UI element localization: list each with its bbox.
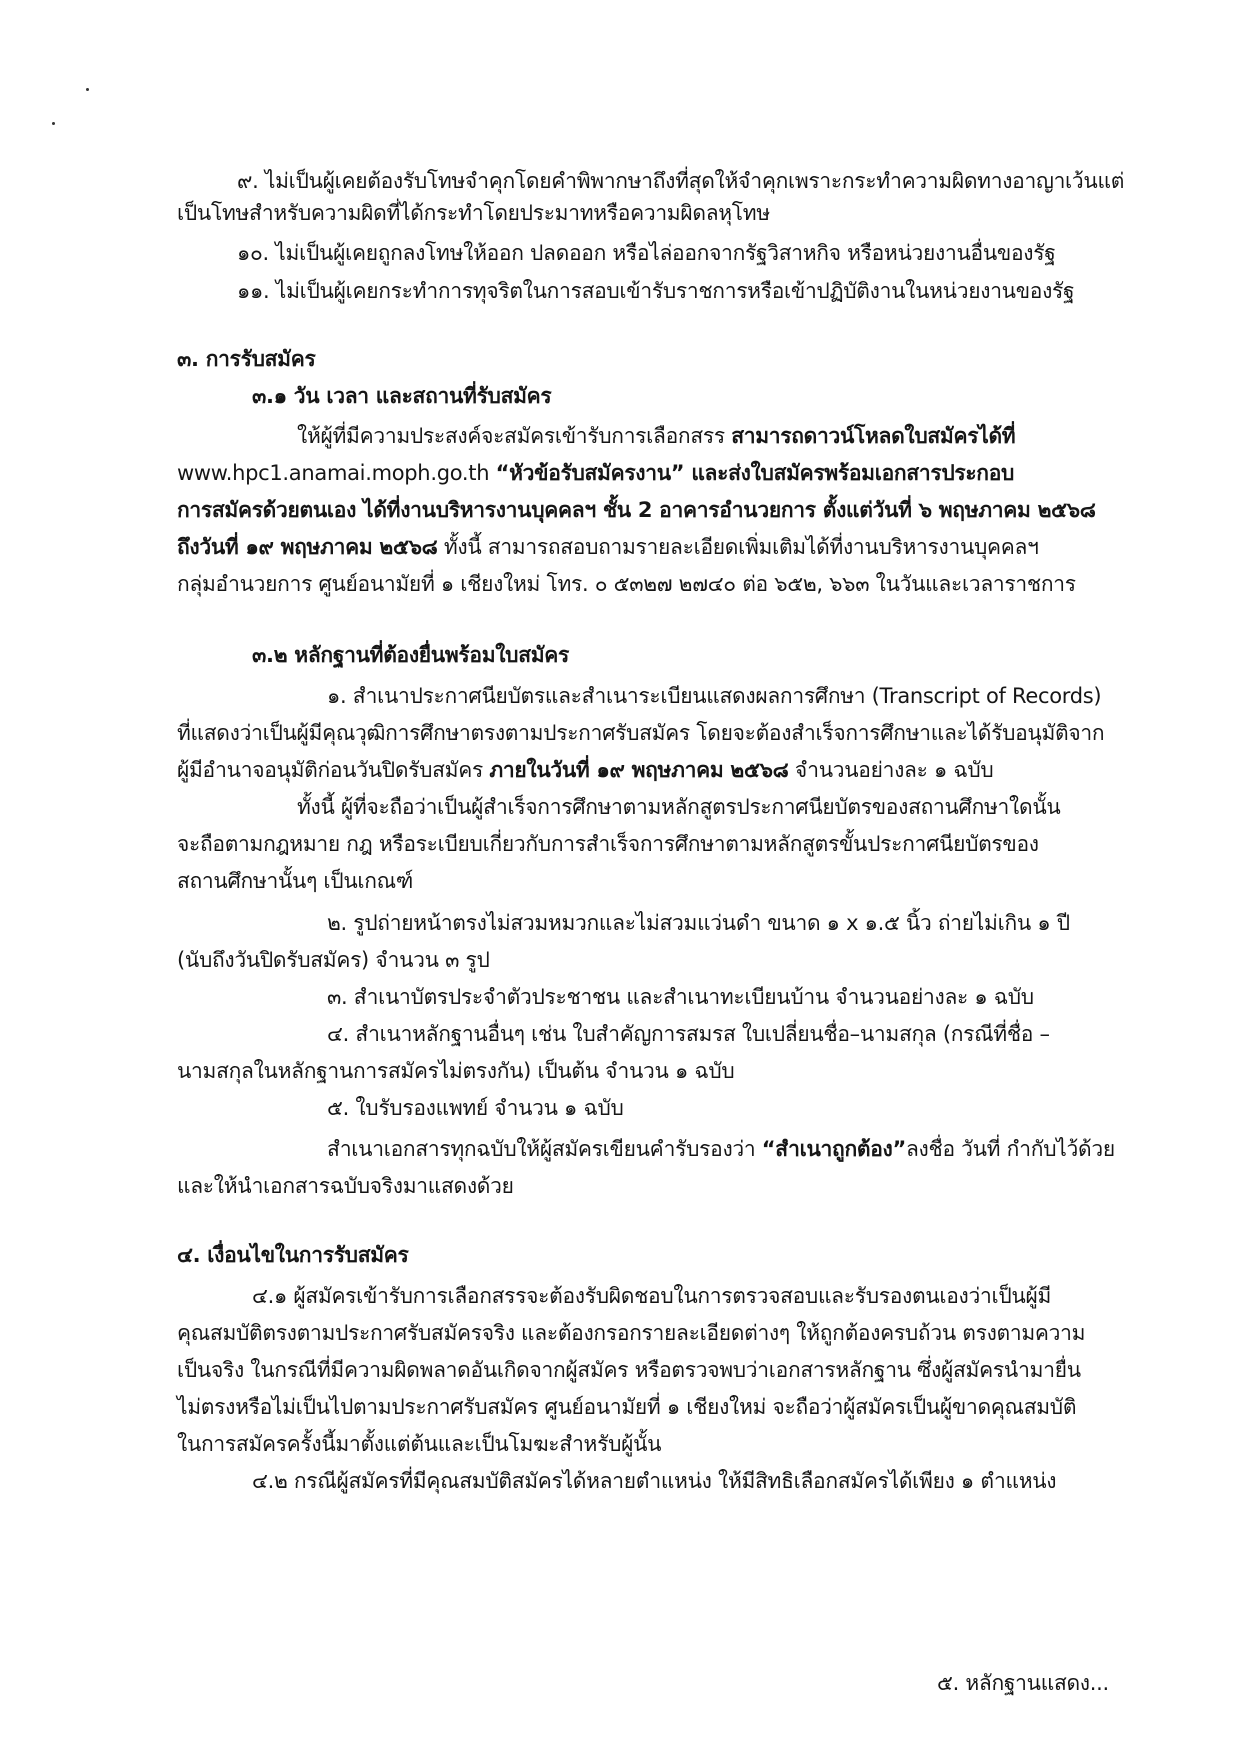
certify-line-1	[327, 1134, 1115, 1164]
s41-line-3: เป็นจริง ในกรณีที่มีความผิดพลาดอันเกิดจากผู้สมัคร หรือตรวจพบว่าเอกสารหลักฐาน ซึ่งผู้สมัครนำมายื่น	[177, 1358, 1081, 1382]
doc-1-line-3-a: ผู้มีอำนาจอนุมัติก่อนวันปิดรับสมัคร	[177, 758, 490, 782]
doc-2-line-1: ๒. รูปถ่ายหน้าตรงไม่สวมหมวกและไม่สวมแว่นดำ ขนาด ๑ x ๑.๕ นิ้ว ถ่ายไม่เกิน ๑ ปี	[327, 911, 1070, 935]
s31-line-1-b: สามารถดาวน์โหลดใบสมัครได้ที่	[731, 424, 1016, 448]
section-3-title: ๓. การรับสมัคร	[177, 347, 316, 371]
s41-line-1: ๔.๑ ผู้สมัครเข้ารับการเลือกสรรจะต้องรับผิดชอบในการตรวจสอบและรับรองตนเองว่าเป็นผู้มี	[252, 1284, 1052, 1308]
doc-1-line-2: ที่แสดงว่าเป็นผู้มีคุณวุฒิการศึกษาตรงตามประกาศรับสมัคร โดยจะต้องสำเร็จการศึกษาและได้รับอนุมัติจาก	[177, 721, 1105, 745]
s31-line-3: การสมัครด้วยตนเอง ได้ที่งานบริหารงานบุคคลฯ ชั้น 2 อาคารอำนวยการ ตั้งแต่วันที่ ๖ พฤษภาคม ๒๕๖๘	[177, 498, 1096, 522]
doc-4-line-1: ๔. สำเนาหลักฐานอื่นๆ เช่น ใบสำคัญการสมรส ใบเปลี่ยนชื่อ–นามสกุล (กรณีที่ชื่อ –	[327, 1022, 1050, 1046]
section-3-1-title: ๓.๑ วัน เวลา และสถานที่รับสมัคร	[252, 384, 552, 408]
doc-1-line-3-c: จำนวนอย่างละ ๑ ฉบับ	[788, 758, 994, 782]
item-9-line-2: เป็นโทษสำหรับความผิดที่ได้กระทำโดยประมาทหรือความผิดลหุโทษ	[177, 201, 770, 225]
doc-1-line-5: จะถือตามกฎหมาย กฎ หรือระเบียบเกี่ยวกับการสำเร็จการศึกษาตามหลักสูตรขั้นประกาศนียบัตรของ	[177, 832, 1039, 856]
s31-line-4	[177, 532, 1039, 562]
s31-line-4-a: ถึงวันที่ ๑๙ พฤษภาคม ๒๕๖๘	[177, 535, 438, 559]
section-4-title: ๔. เงื่อนไขในการรับสมัคร	[177, 1243, 409, 1267]
doc-1-line-1: ๑. สำเนาประกาศนียบัตรและสำเนาระเบียนแสดงผลการศึกษา (Transcript of Records)	[327, 684, 1102, 708]
certify-line-2: และให้นำเอกสารฉบับจริงมาแสดงด้วย	[177, 1174, 514, 1198]
s31-line-1	[297, 421, 1015, 451]
doc-1-line-6: สถานศึกษานั้นๆ เป็นเกณฑ์	[177, 869, 413, 893]
certify-line-1-c: ลงชื่อ วันที่ กำกับไว้ด้วย	[905, 1137, 1115, 1161]
s31-line-1-a: ให้ผู้ที่มีความประสงค์จะสมัครเข้ารับการเลือกสรร	[297, 424, 732, 448]
item-9-line-1: ๙. ไม่เป็นผู้เคยต้องรับโทษจำคุกโดยคำพิพากษาถึงที่สุดให้จำคุกเพราะกระทำความผิดทางอาญาเว้นแต่	[237, 169, 1125, 193]
scan-speck	[52, 122, 55, 125]
s41-line-5: ในการสมัครครั้งนี้มาตั้งแต่ต้นและเป็นโมฆะสำหรับผู้นั้น	[177, 1432, 662, 1456]
doc-1-deadline: ภายในวันที่ ๑๙ พฤษภาคม ๒๕๖๘	[489, 758, 789, 782]
continued-footer: ๕. หลักฐานแสดง...	[937, 1671, 1109, 1695]
certify-phrase: “สำเนาถูกต้อง”	[761, 1137, 906, 1161]
website-url: www.hpc1.anamai.moph.go.th	[177, 461, 496, 485]
doc-4-line-2: นามสกุลในหลักฐานการสมัครไม่ตรงกัน) เป็นต้น จำนวน ๑ ฉบับ	[177, 1059, 735, 1083]
item-11: ๑๑. ไม่เป็นผู้เคยกระทำการทุจริตในการสอบเข้ารับราชการหรือเข้าปฏิบัติงานในหน่วยงานของรัฐ	[237, 279, 1075, 303]
item-10: ๑๐. ไม่เป็นผู้เคยถูกลงโทษให้ออก ปลดออก หรือไล่ออกจากรัฐวิสาหกิจ หรือหน่วยงานอื่นของรัฐ	[237, 241, 1056, 265]
section-3-2-title: ๓.๒ หลักฐานที่ต้องยื่นพร้อมใบสมัคร	[252, 643, 570, 667]
doc-1-line-3	[177, 755, 993, 785]
doc-1-line-4: ทั้งนี้ ผู้ที่จะถือว่าเป็นผู้สำเร็จการศึกษาตามหลักสูตรประกาศนียบัตรของสถานศึกษาใดนั้น	[297, 795, 1061, 819]
certify-line-1-a: สำเนาเอกสารทุกฉบับให้ผู้สมัครเขียนคำรับรองว่า	[327, 1137, 762, 1161]
s31-line-4-b: ทั้งนี้ สามารถสอบถามรายละเอียดเพิ่มเติมได้ที่งานบริหารงานบุคคลฯ	[437, 535, 1039, 559]
s41-line-2: คุณสมบัติตรงตามประกาศรับสมัครจริง และต้องกรอกรายละเอียดต่างๆ ให้ถูกต้องครบถ้วน ตรงตามความ	[177, 1321, 1086, 1345]
s41-line-4: ไม่ตรงหรือไม่เป็นไปตามประกาศรับสมัคร ศูนย์อนามัยที่ ๑ เชียงใหม่ จะถือว่าผู้สมัครเป็นผู้ขาดคุณสมบัติ	[177, 1395, 1077, 1419]
scan-speck	[86, 88, 89, 91]
s31-line-5: กลุ่มอำนวยการ ศูนย์อนามัยที่ ๑ เชียงใหม่ โทร. ๐ ๕๓๒๗ ๒๗๔๐ ต่อ ๖๕๒, ๖๖๓ ในวันและเวลาราชการ	[177, 572, 1076, 596]
s31-line-2	[177, 458, 1014, 488]
s42: ๔.๒ กรณีผู้สมัครที่มีคุณสมบัติสมัครได้หลายตำแหน่ง ให้มีสิทธิเลือกสมัครได้เพียง ๑ ตำแหน่ง	[252, 1469, 1057, 1493]
s31-line-2-b: “หัวข้อรับสมัครงาน” และส่งใบสมัครพร้อมเอกสารประกอบ	[495, 461, 1015, 485]
doc-3: ๓. สำเนาบัตรประจำตัวประชาชน และสำเนาทะเบียนบ้าน จำนวนอย่างละ ๑ ฉบับ	[327, 985, 1034, 1009]
doc-2-line-2: (นับถึงวันปิดรับสมัคร) จำนวน ๓ รูป	[177, 948, 490, 972]
doc-5: ๕. ใบรับรองแพทย์ จำนวน ๑ ฉบับ	[327, 1096, 624, 1120]
